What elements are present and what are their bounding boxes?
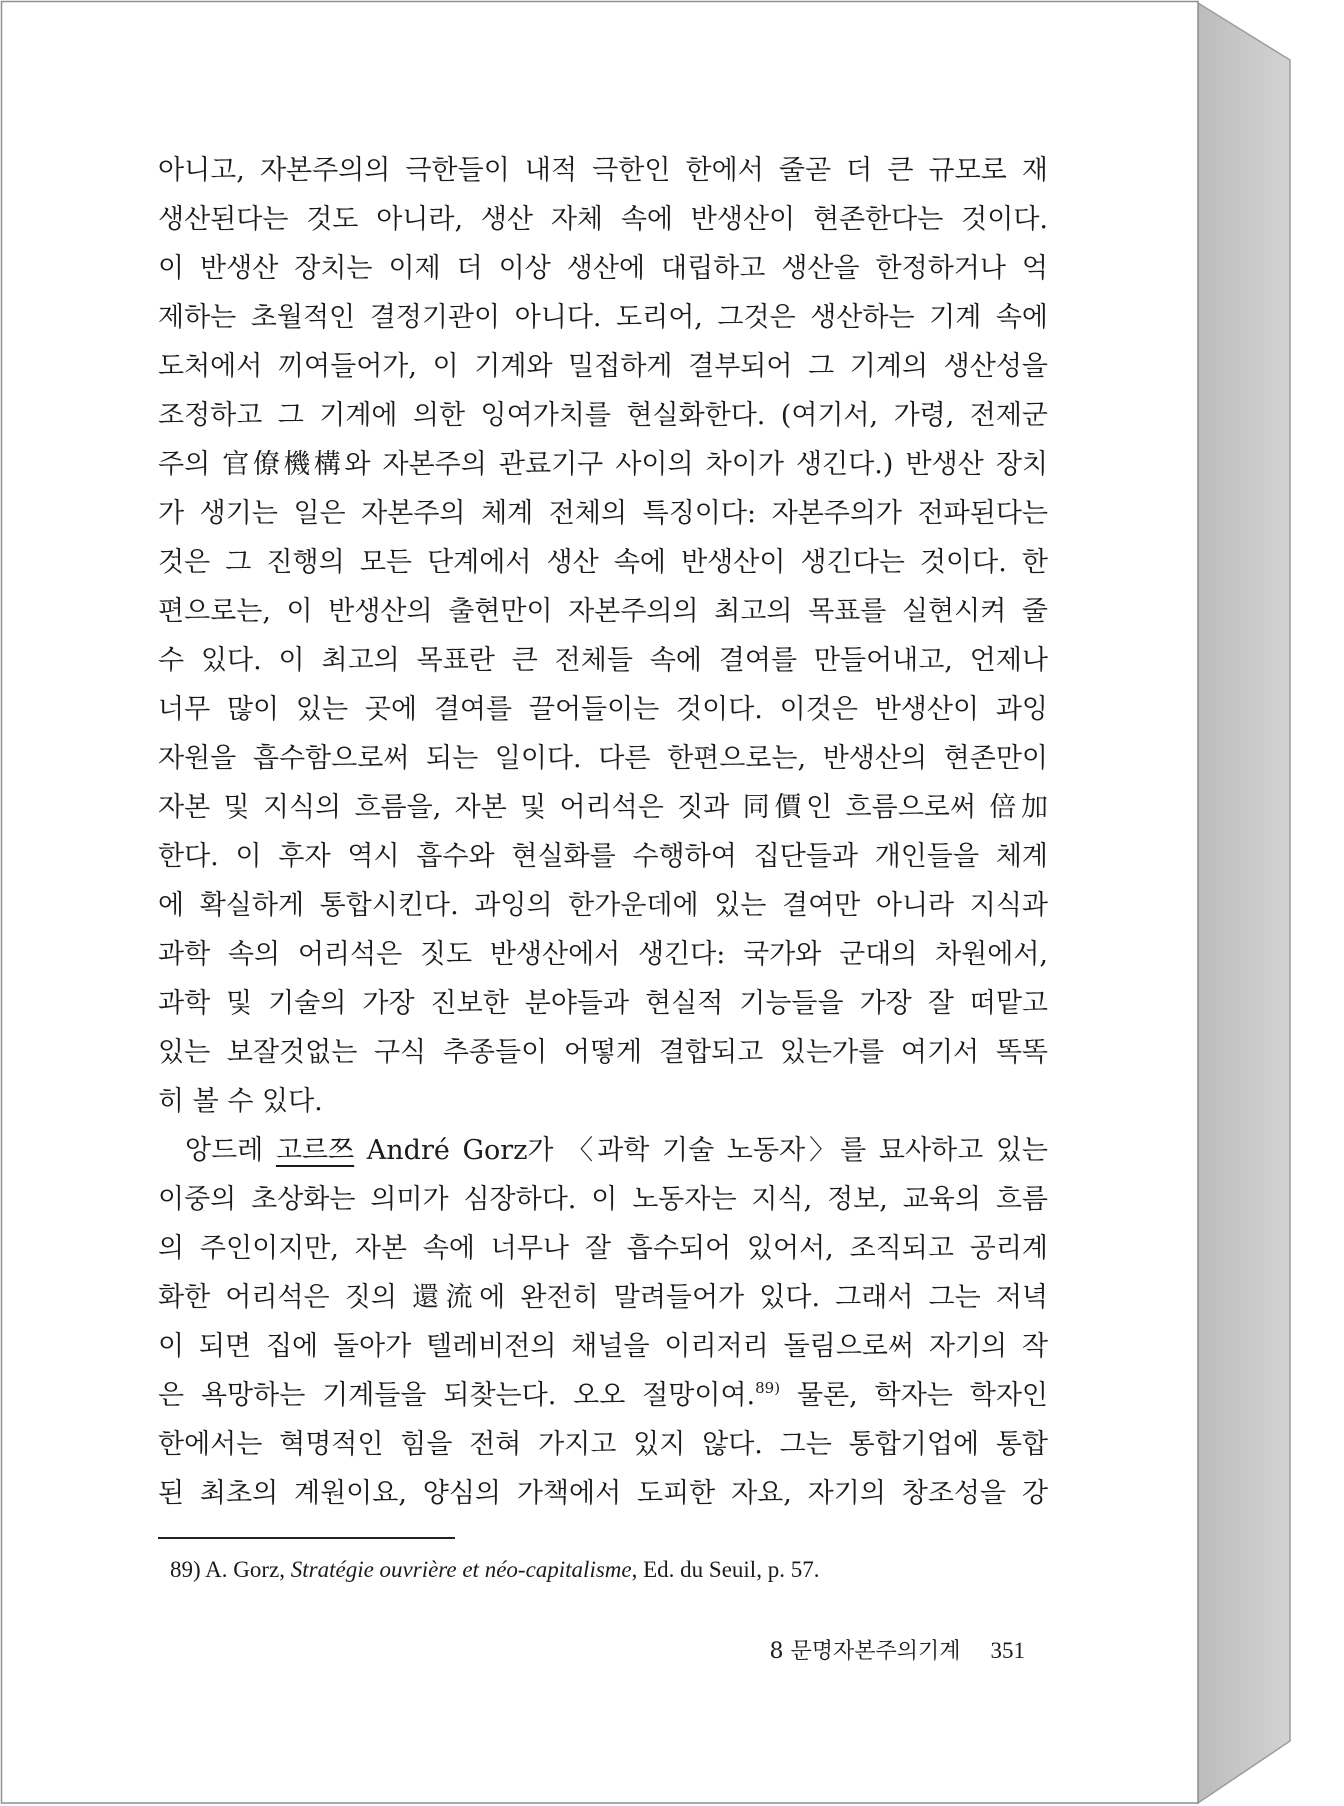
- body-text-line: 과학 속의 어리석은 짓도 반생산에서 생긴다: 국가와 군대의 차원에서,: [158, 939, 1048, 970]
- footnote-reference: 89): [755, 1379, 781, 1397]
- footnote-divider: [158, 1537, 455, 1539]
- body-text: [158, 146, 1048, 1518]
- line-text: 물론, 학자는 학자인: [780, 1380, 1048, 1411]
- body-text-line: 이중의 초상화는 의미가 심장하다. 이 노동자는 지식, 정보, 교육의 흐름: [158, 1184, 1048, 1215]
- chapter-title: 8 문명자본주의기계: [769, 1639, 961, 1664]
- footnote: [170, 1554, 819, 1586]
- body-text-line: 의 주인이지만, 자본 속에 너무나 잘 흡수되어 있어서, 조직되고 공리계: [158, 1233, 1048, 1264]
- body-text-line: 주의 官僚機構와 자본주의 관료기구 사이의 차이가 생긴다.) 반생산 장치: [158, 449, 1048, 480]
- body-text-line: 한다. 이 후자 역시 흡수와 현실화를 수행하여 집단들과 개인들을 체계: [158, 841, 1048, 872]
- body-text-line: 도처에서 끼여들어가, 이 기계와 밀접하게 결부되어 그 기계의 생산성을: [158, 351, 1048, 382]
- body-text-line: 화한 어리석은 짓의 還流에 완전히 말려들어가 있다. 그래서 그는 저녁: [158, 1282, 1048, 1313]
- body-text-line: 된 최초의 계원이요, 양심의 가책에서 도피한 자요, 자기의 창조성을 강: [158, 1478, 1048, 1509]
- footnote-title: Stratégie ouvrière et néo-capitalisme: [290, 1557, 632, 1582]
- underlined-name: 고르쯔: [275, 1135, 355, 1166]
- line-text: 앙드레: [185, 1135, 276, 1166]
- body-text-line: 에 확실하게 통합시킨다. 과잉의 한가운데에 있는 결여만 아니라 지식과: [158, 890, 1048, 921]
- body-text-line: 편으로는, 이 반생산의 출현만이 자본주의의 최고의 목표를 실현시켜 줄: [158, 596, 1048, 627]
- body-text-line: 아니고, 자본주의의 극한들이 내적 극한인 한에서 줄곧 더 큰 규모로 재: [158, 155, 1048, 186]
- body-text-line: 한에서는 혁명적인 힘을 전혀 가지고 있지 않다. 그는 통합기업에 통합: [158, 1429, 1048, 1460]
- book-edge-shadow: [1198, 3, 1290, 1803]
- line-text: 은 욕망하는 기계들을 되찾는다. 오오 절망이여.: [158, 1380, 756, 1411]
- body-text-line: 있는 보잘것없는 구식 추종들이 어떻게 결합되고 있는가를 여기서 똑똑: [158, 1037, 1048, 1068]
- body-text-line: 과학 및 기술의 가장 진보한 분야들과 현실적 기능들을 가장 잘 떠맡고: [158, 988, 1048, 1019]
- body-text-line: 자본 및 지식의 흐름을, 자본 및 어리석은 짓과 同價인 흐름으로써 倍加: [158, 792, 1048, 823]
- body-text-line: 너무 많이 있는 곳에 결여를 끌어들이는 것이다. 이것은 반생산이 과잉: [158, 694, 1048, 725]
- body-text-line: [158, 1371, 1048, 1420]
- body-text-line: 수 있다. 이 최고의 목표란 큰 전체들 속에 결여를 만들어내고, 언제나: [158, 645, 1048, 676]
- body-text-line: 생산된다는 것도 아니라, 생산 자체 속에 반생산이 현존한다는 것이다.: [158, 204, 1048, 235]
- body-text-line: [158, 1126, 1048, 1175]
- body-text-line: 이 되면 집에 돌아가 텔레비전의 채널을 이리저리 돌림으로써 자기의 작: [158, 1331, 1048, 1362]
- footnote-publisher: , Ed. du Seuil, p. 57.: [631, 1557, 820, 1582]
- page-number: 351: [990, 1638, 1025, 1663]
- body-text-line: 것은 그 진행의 모든 단계에서 생산 속에 반생산이 생긴다는 것이다. 한: [158, 547, 1048, 578]
- running-footer: [769, 1635, 1025, 1668]
- body-text-line: 자원을 흡수함으로써 되는 일이다. 다른 한편으로는, 반생산의 현존만이: [158, 743, 1048, 774]
- line-text: André Gorz가 〈과학 기술 노동자〉를 묘사하고 있는: [354, 1135, 1048, 1166]
- body-text-line: 제하는 초월적인 결정기관이 아니다. 도리어, 그것은 생산하는 기계 속에: [158, 302, 1048, 333]
- body-text-line: 히 볼 수 있다.: [158, 1086, 323, 1117]
- footnote-author: A. Gorz,: [205, 1557, 285, 1582]
- body-text-line: 가 생기는 일은 자본주의 체계 전체의 특징이다: 자본주의가 전파된다는: [158, 498, 1048, 529]
- body-text-line: 이 반생산 장치는 이제 더 이상 생산에 대립하고 생산을 한정하거나 억: [158, 253, 1048, 284]
- footnote-number: 89): [170, 1557, 201, 1582]
- body-text-line: 조정하고 그 기계에 의한 잉여가치를 현실화한다. (여기서, 가령, 전제군: [158, 400, 1048, 431]
